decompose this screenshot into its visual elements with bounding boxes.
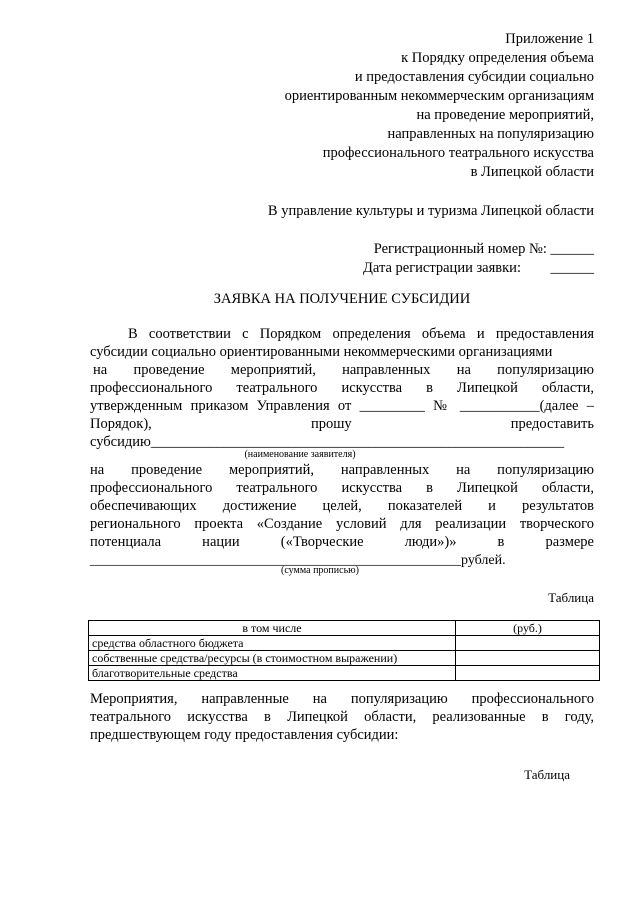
appendix-line: в Липецкой области bbox=[470, 164, 594, 180]
table-label: Таблица bbox=[548, 590, 594, 605]
paragraph-line: театрального искусства в Липецкой области, реализованные в году, bbox=[90, 709, 594, 725]
paragraph-line: предшествующем году предоставления субсидии: bbox=[90, 727, 399, 743]
paragraph-line: Порядок), прошу предоставить bbox=[90, 416, 594, 432]
paragraph-line: на проведение мероприятий, направленных на популяризацию bbox=[90, 462, 594, 478]
table-row bbox=[89, 666, 600, 681]
table-value-cell bbox=[456, 651, 600, 666]
appendix-line: Приложение 1 bbox=[505, 31, 594, 47]
table-cell: собственные средства/ресурсы (в стоимостном выражении) bbox=[89, 651, 456, 666]
paragraph-line: утвержденным приказом Управления от _________ № ___________(далее – bbox=[90, 398, 594, 414]
applicant-caption: (наименование заявителя) bbox=[244, 449, 356, 460]
appendix-header bbox=[250, 30, 594, 182]
table-row bbox=[89, 651, 600, 666]
table-header-row bbox=[89, 621, 600, 636]
paragraph-2 bbox=[90, 461, 594, 569]
paragraph-line: регионального проекта «Создание условий для реализации творческого bbox=[90, 516, 594, 532]
appendix-line: ориентированным некоммерческим организациям bbox=[284, 88, 594, 104]
appendix-line: на проведение мероприятий, bbox=[416, 107, 594, 123]
appendix-line: к Порядку определения объема bbox=[401, 50, 594, 66]
paragraph-line: _____________________________________________________рублей. bbox=[90, 553, 506, 568]
amount-caption: (сумма прописью) bbox=[281, 565, 359, 576]
paragraph-line: профессионального театрального искусства в Липецкой области, bbox=[90, 380, 594, 396]
appendix-line: направленных на популяризацию bbox=[387, 126, 594, 142]
paragraph-line: на проведение мероприятий, направленных на популяризацию bbox=[93, 362, 594, 378]
funding-table bbox=[88, 620, 600, 681]
paragraph-line: субсидию_________________________________________________________ bbox=[90, 434, 565, 450]
appendix-line: профессионального театрального искусства bbox=[322, 145, 594, 161]
table-value-cell bbox=[456, 636, 600, 651]
paragraph-line: обеспечивающих достижение целей, показателей и результатов bbox=[90, 498, 594, 514]
registration-number: Регистрационный номер №: ______ bbox=[373, 241, 594, 257]
table-cell: средства областного бюджета bbox=[89, 636, 456, 651]
paragraph-3 bbox=[90, 690, 594, 744]
paragraph-line: профессионального театрального искусства в Липецкой области, bbox=[90, 480, 594, 496]
recipient: В управление культуры и туризма Липецкой области bbox=[267, 203, 594, 219]
document-title: ЗАЯВКА НА ПОЛУЧЕНИЕ СУБСИДИИ bbox=[213, 291, 471, 307]
paragraph-line: потенциала нации («Творческие люди»)» в размере bbox=[90, 534, 594, 550]
table-row bbox=[89, 636, 600, 651]
paragraph-line: В соответствии с Порядком определения объема и предоставления bbox=[128, 326, 594, 342]
table-header-cell: (руб.) bbox=[456, 621, 600, 636]
table-value-cell bbox=[456, 666, 600, 681]
table-label: Таблица bbox=[524, 767, 570, 782]
table-header-cell: в том числе bbox=[89, 621, 456, 636]
registration-date-label: Дата регистрации заявки: bbox=[363, 260, 521, 276]
registration-date-blank: ______ bbox=[550, 260, 594, 276]
registration-block bbox=[300, 240, 594, 278]
paragraph-line: субсидии социально ориентированными некоммерческими организациями bbox=[90, 344, 553, 360]
appendix-line: и предоставления субсидии социально bbox=[354, 69, 594, 85]
paragraph-line: Мероприятия, направленные на популяризацию профессионального bbox=[90, 691, 594, 707]
table-cell: благотворительные средства bbox=[89, 666, 456, 681]
registration-date-row bbox=[300, 259, 594, 278]
paragraph-1 bbox=[90, 325, 594, 451]
